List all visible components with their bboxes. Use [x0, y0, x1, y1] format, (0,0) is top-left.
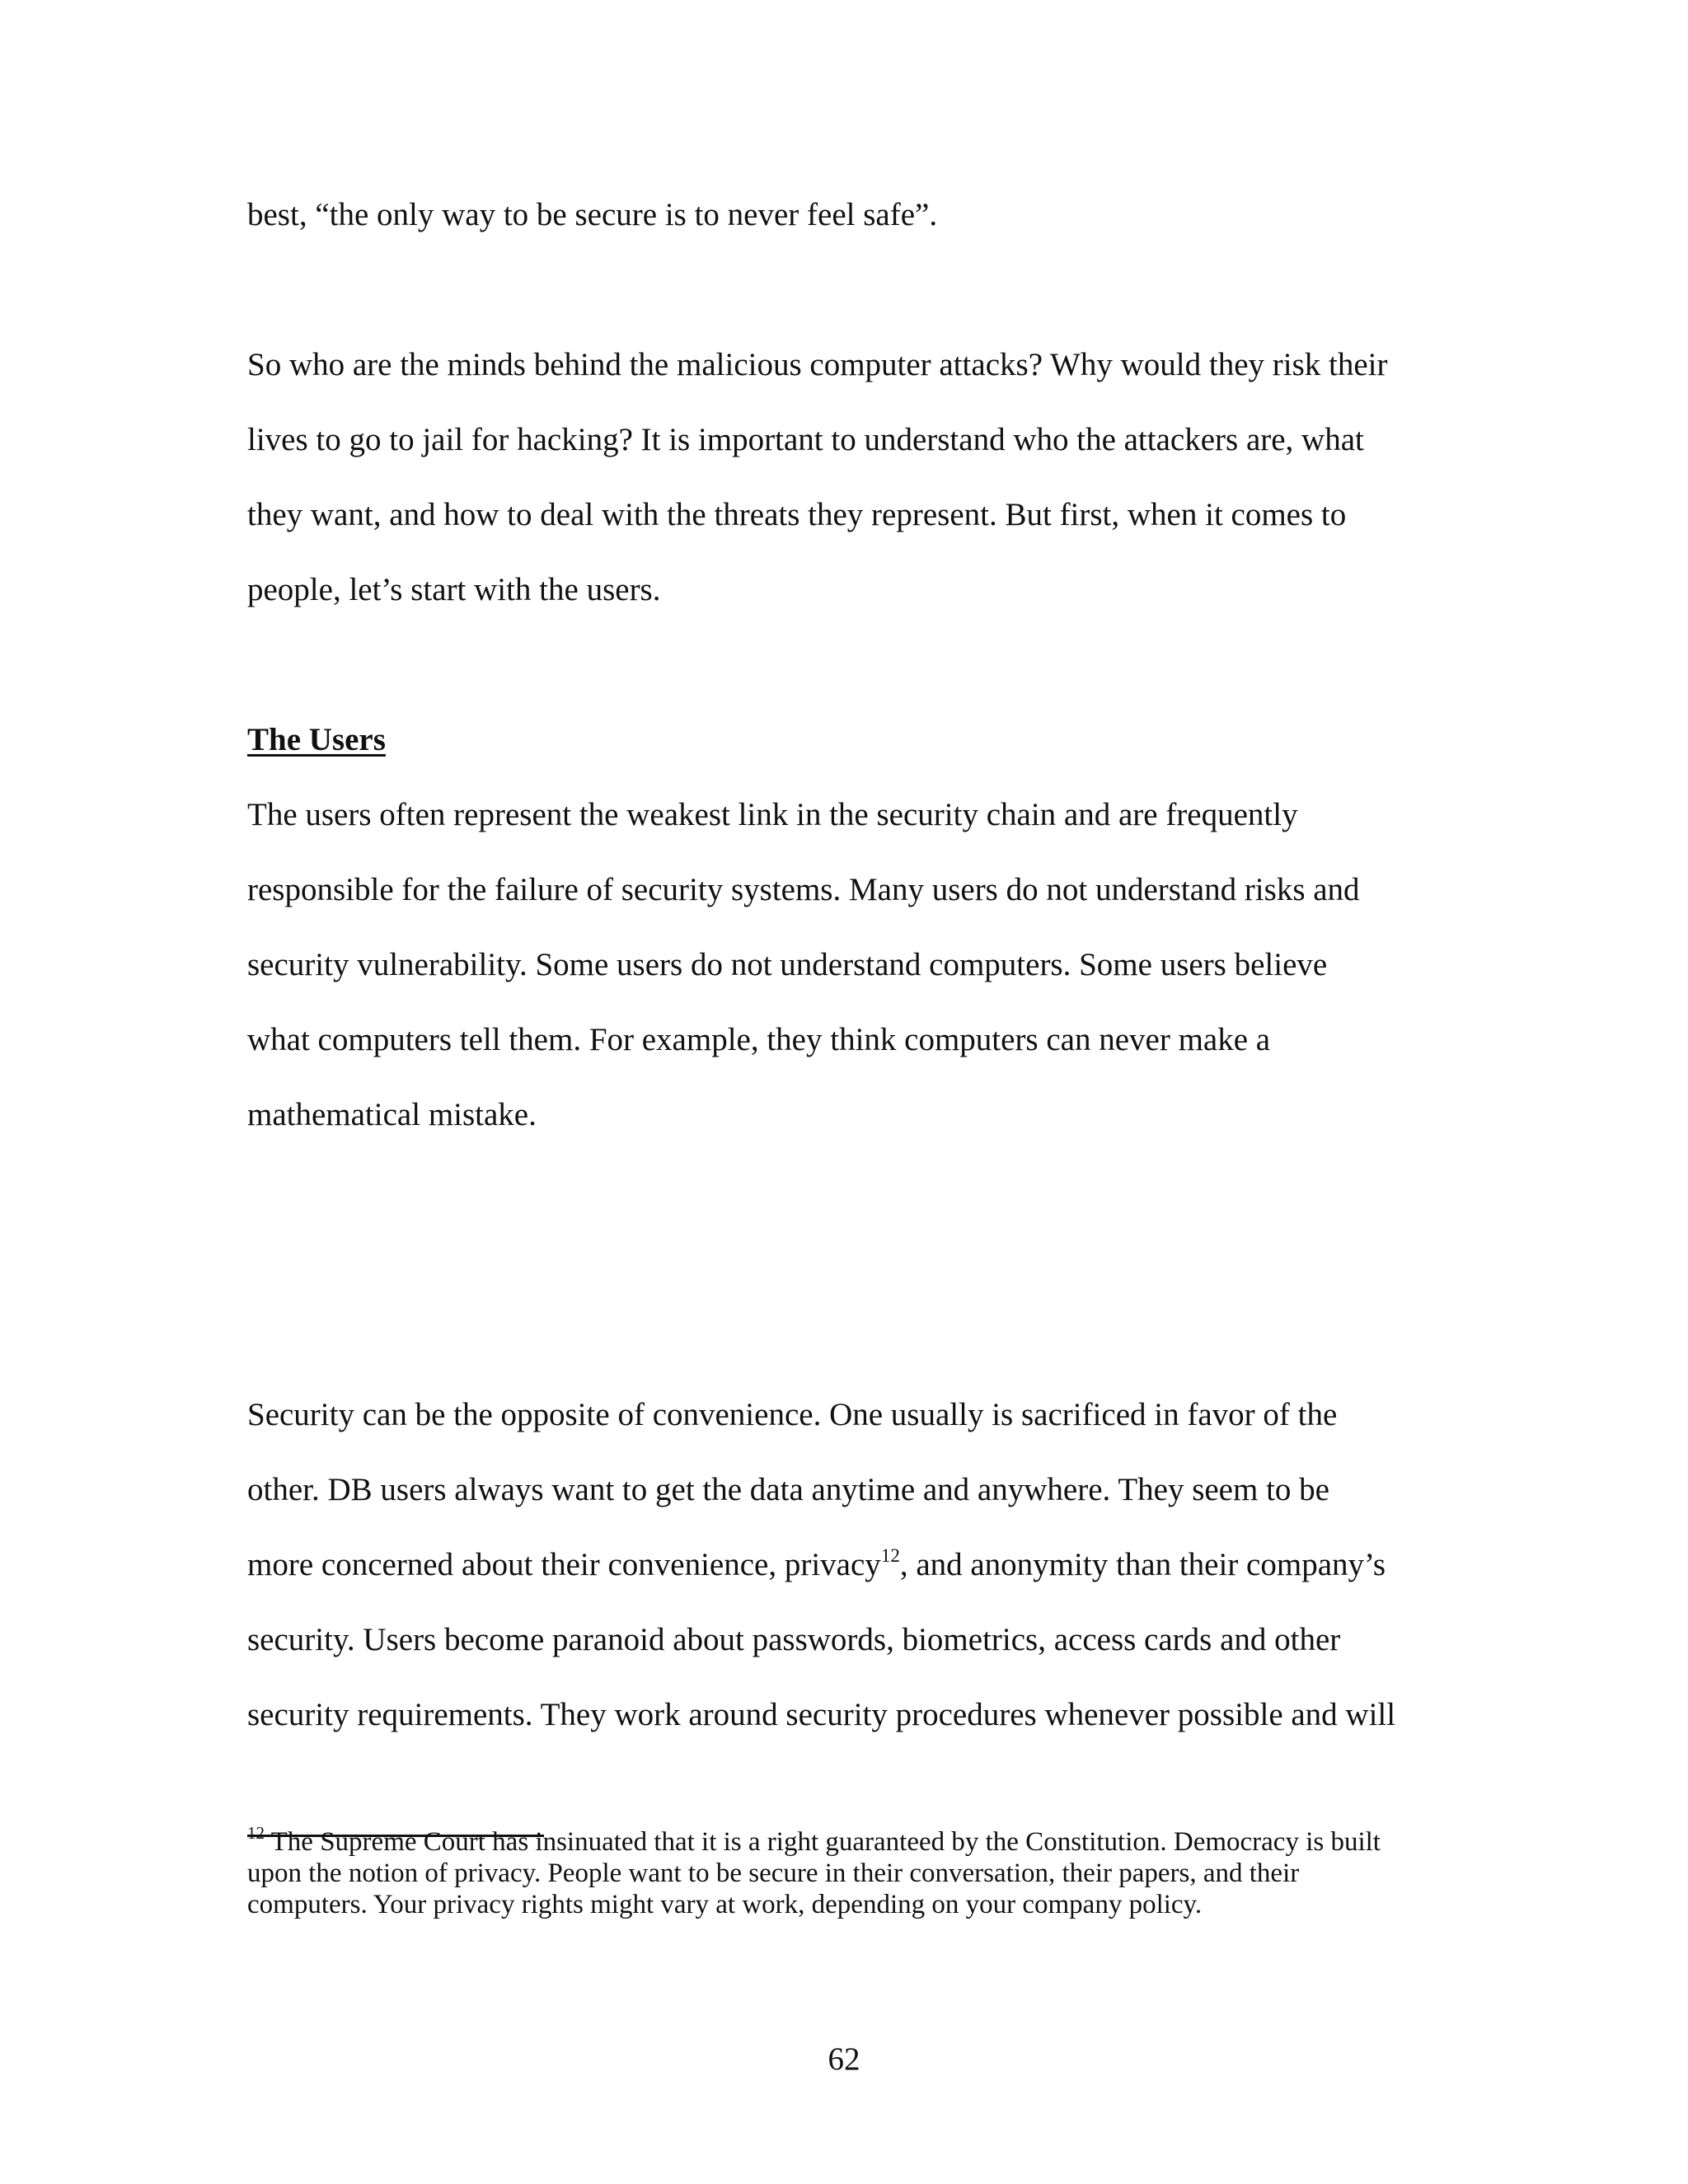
body-text-line: [247, 1546, 1386, 1584]
footnote-line: upon the notion of privacy. People want to be secure in their conversation, their papers, and their: [247, 1858, 1300, 1888]
footnote-line: [247, 1823, 1381, 1858]
body-text-line: other. DB users always want to get the data anytime and anywhere. They seem to be: [247, 1472, 1329, 1507]
body-text-line: what computers tell them. For example, they think computers can never make a: [247, 1022, 1271, 1057]
text-run: more concerned about their convenience, privacy: [247, 1547, 881, 1582]
body-text-line: best, “the only way to be secure is to never feel safe”.: [247, 197, 938, 232]
body-text-line: security requirements. They work around security procedures whenever possible and will: [247, 1697, 1396, 1732]
body-text-line: people, let’s start with the users.: [247, 572, 661, 607]
footnote-line: computers. Your privacy rights might vary at work, depending on your company policy.: [247, 1890, 1203, 1919]
footnote-text: The Supreme Court has insinuated that it is a right guaranteed by the Constitution. Democracy is built: [265, 1827, 1381, 1857]
body-text-line: they want, and how to deal with the threats they represent. But first, when it comes to: [247, 497, 1347, 532]
page-number: 62: [828, 2041, 860, 2077]
footnote-number: 12: [247, 1823, 265, 1843]
body-text-line: security vulnerability. Some users do not understand computers. Some users believe: [247, 947, 1328, 982]
body-text-line: So who are the minds behind the malicious computer attacks? Why would they risk their: [247, 347, 1388, 382]
body-text-line: mathematical mistake.: [247, 1097, 537, 1132]
body-text-line: lives to go to jail for hacking? It is important to understand who the attackers are, what: [247, 422, 1364, 457]
text-run: , and anonymity than their company’s: [899, 1547, 1386, 1582]
body-text-line: The users often represent the weakest link in the security chain and are frequently: [247, 797, 1298, 832]
body-text-line: Security can be the opposite of convenience. One usually is sacrificed in favor of the: [247, 1397, 1338, 1432]
section-heading: The Users: [247, 722, 386, 757]
body-text-line: security. Users become paranoid about passwords, biometrics, access cards and other: [247, 1622, 1341, 1657]
body-text-line: responsible for the failure of security systems. Many users do not understand risks and: [247, 872, 1360, 907]
footnote-reference[interactable]: 12: [880, 1545, 900, 1566]
